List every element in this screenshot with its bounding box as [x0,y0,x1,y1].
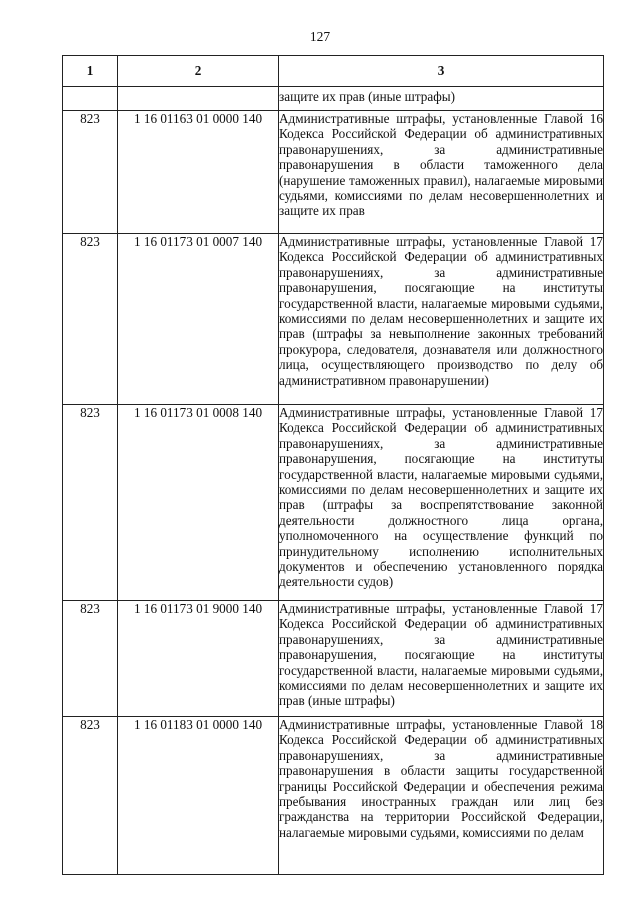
admin-code-cell: 823 [63,111,118,234]
page-number: 127 [309,29,331,44]
table-row [63,111,604,234]
table-row [63,405,604,601]
table-header-row [63,56,604,87]
description-cell: Административные штрафы, установленные Главой 17 Кодекса Российской Федерации об административных правонарушениях, за административные правонарушения, посягающие на институты государственной власти, налагаемые мировыми судьями, комиссиями по делам несовершеннолетних и защите их прав (штрафы за воспрепятствование законной деятельности должностного лица органа, уполномоченного на осуществление функций по принудительному исполнению исполнительных документов и обеспечению установленного порядка деятельности судов) [279,405,604,601]
description-cell: Административные штрафы, установленные Главой 17 Кодекса Российской Федерации об административных правонарушениях, за административные правонарушения, посягающие на институты государственной власти, налагаемые мировыми судьями, комиссиями по делам несовершеннолетних и защите их прав (иные штрафы) [279,601,604,717]
kbk-code-cell: 1 16 01173 01 0008 140 [118,405,279,601]
column-header-3: 3 [279,56,604,87]
admin-code-cell: 823 [63,601,118,717]
description-cell: Административные штрафы, установленные Главой 18 Кодекса Российской Федерации об административных правонарушениях, за административные правонарушения в области защиты государственной границы Российской Федерации и обеспечения режима пребывания иностранных граждан или лиц без гражданства на территории Российской Федерации, налагаемые мировыми судьями, комиссиями по делам [279,717,604,875]
table-row [63,601,604,717]
description-cell: Административные штрафы, установленные Главой 16 Кодекса Российской Федерации об административных правонарушениях, за административные правонарушения в области таможенного дела (нарушение таможенных правил), налагаемые мировыми судьями, комиссиями по делам несовершеннолетних и защите их прав [279,111,604,234]
kbk-code-cell: 1 16 01173 01 9000 140 [118,601,279,717]
kbk-code-cell: 1 16 01163 01 0000 140 [118,111,279,234]
continuation-kbk-cell [118,87,279,111]
continuation-code-cell [63,87,118,111]
column-header-2: 2 [118,56,279,87]
column-header-1: 1 [63,56,118,87]
description-cell: Административные штрафы, установленные Главой 17 Кодекса Российской Федерации об административных правонарушениях, за административные правонарушения, посягающие на институты государственной власти, налагаемые мировыми судьями, комиссиями по делам несовершеннолетних и защите их прав (штрафы за невыполнение законных требований прокурора, следователя, дознавателя или должностного лица, осуществляющего производство по делу об административном правонарушении) [279,234,604,405]
kbk-code-cell: 1 16 01173 01 0007 140 [118,234,279,405]
kbk-code-cell: 1 16 01183 01 0000 140 [118,717,279,875]
continuation-description: защите их прав (иные штрафы) [279,87,604,111]
table-row [63,717,604,875]
admin-code-cell: 823 [63,717,118,875]
revenue-codes-table [62,55,604,875]
table-row [63,234,604,405]
admin-code-cell: 823 [63,234,118,405]
admin-code-cell: 823 [63,405,118,601]
continuation-row [63,87,604,111]
